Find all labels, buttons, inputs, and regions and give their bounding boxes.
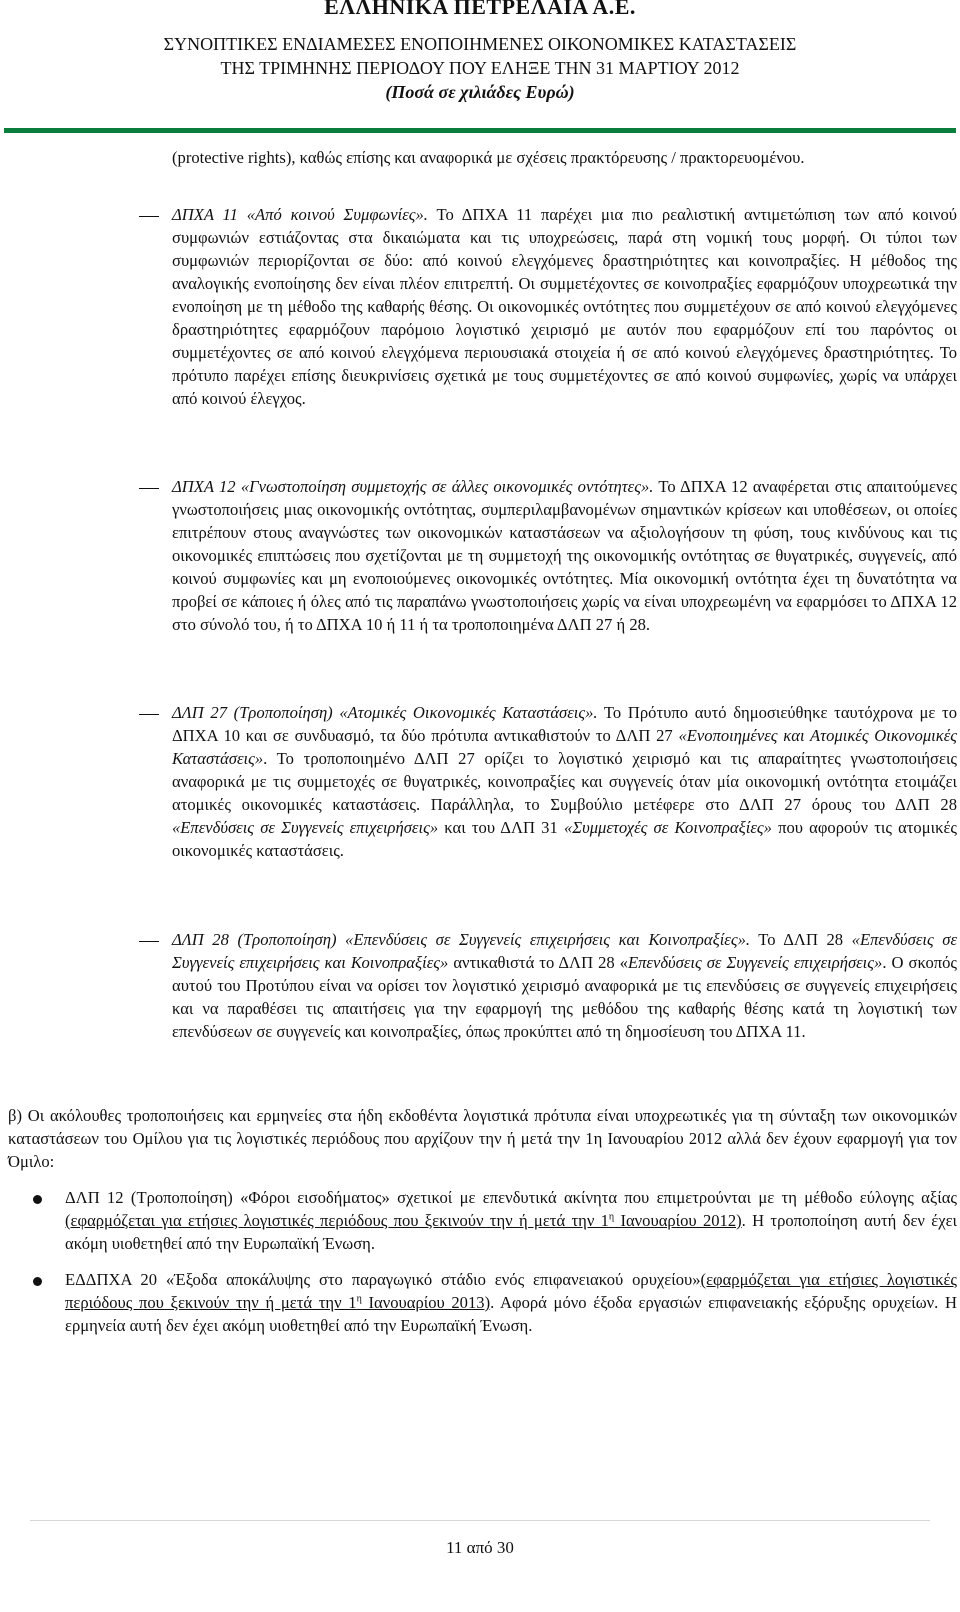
effective-date-ifric20: (εφαρμόζεται για ετήσιες λογιστικές περιόδους που ξεκινούν την ή μετά την $1^\eta$ Ιανουαρίου 2013) — [65, 1270, 957, 1312]
effective-date-ias12: (εφαρμόζεται για ετήσιες λογιστικές περιόδους που ξεκινούν την ή μετά την $1^\eta$ Ιανουαρίου 2012) — [65, 1211, 742, 1230]
statement-period: ΤΗΣ ΤΡΙΜΗΝΗΣ ΠΕΡΙΟΔΟΥ ΠΟΥ ΕΛΗΞΕ ΤΗΝ 31 ΜΑΡΤΙΟΥ 2012 — [220, 58, 740, 78]
continuation-paragraph: (protective rights), καθώς επίσης και αναφορικά με σχέσεις πρακτόρευσης / πρακτορευομένου. — [172, 148, 805, 167]
statement-title: ΣΥΝΟΠΤΙΚΕΣ ΕΝΔΙΑΜΕΣΕΣ ΕΝΟΠΟΙΗΜΕΝΕΣ ΟΙΚΟΝΟΜΙΚΕΣ ΚΑΤΑΣΤΑΣΕΙΣ — [163, 34, 797, 54]
bullet-marker — [33, 1277, 42, 1286]
dash-marker — [139, 488, 159, 489]
ias27-title: ΔΛΠ 27 (Τροποποίηση) «Ατομικές Οικονομικές Καταστάσεις». — [172, 703, 598, 722]
list-item-ifrs12: ΔΠΧΑ 12 «Γνωστοποίηση συμμετοχής σε άλλες οικονομικές οντότητες». Το ΔΠΧΑ 12 αναφέρεται στις απαιτούμενες γνωστοποιήσεις μιας οικονομικής οντότητας, συμπεριλαμβανομένων σημαντικών κρίσεων και υποθέσεων, οι οποίες επιτρέπουν στους αναγνώστες των οικονομικών καταστάσεων να αξιολογήσουν τη φύση, τους κινδύνους και τις οικονομικές επιπτώσεις που σχετίζονται με τη συμμετοχή της οικονομικής οντότητας σε θυγατρικές, συγγενείς, από κοινού συμφωνίες και μη ενοποιούμενες οικονομικές οντότητες. Μία οικονομική οντότητα έχει τη δυνατότητα να προβεί σε κάποιες ή όλες από τις παραπάνω γνωστοποιήσεις χωρίς να είναι υποχρεωμένη να εφαρμόσει το ΔΠΧΑ 12 στο σύνολό του, ή το ΔΠΧΑ 10 ή 11 ή τα τροποποιημένα ΔΛΠ 27 ή 28. — [172, 477, 957, 634]
ifrs12-title: ΔΠΧΑ 12 «Γνωστοποίηση συμμετοχής σε άλλες οικονομικές οντότητες». — [172, 477, 654, 496]
ifrs11-title: ΔΠΧΑ 11 «Από κοινού Συμφωνίες». — [172, 205, 428, 224]
header-rule — [4, 128, 956, 133]
bullet-item-ifric20: ΕΔΔΠΧΑ 20 «Έξοδα αποκάλυψης στο παραγωγικό στάδιο ενός επιφανειακού ορυχείου»(εφαρμόζεται για ετήσιες λογιστικές περιόδους που ξεκινούν την ή μετά την $1^\eta$ Ιανουαρίου 2013). Αφορά μόνο έξοδα εργασιών επιφανειακής εξόρυξης ορυχείων. Η ερμηνεία αυτή δεν έχει ακόμη υιοθετηθεί από την Ευρωπαϊκή Ένωση. — [65, 1270, 957, 1335]
section-b-intro: β) Οι ακόλουθες τροποποιήσεις και ερμηνείες στα ήδη εκδοθέντα λογιστικά πρότυπα είναι υποχρεωτικές για τη σύνταξη των οικονομικών καταστάσεων του Ομίλου για τις λογιστικές περιόδους που αρχίζουν την ή μετά την 1η Ιανουαρίου 2012 αλλά δεν έχουν εφαρμογή για τον Όμιλο: — [8, 1106, 957, 1171]
currency-units: (Ποσά σε χιλιάδες Ευρώ) — [385, 82, 575, 102]
list-item-ias27: ΔΛΠ 27 (Τροποποίηση) «Ατομικές Οικονομικές Καταστάσεις». Το Πρότυπο αυτό δημοσιεύθηκε ταυτόχρονα με το ΔΠΧΑ 10 και σε συνδυασμό, τα δύο πρότυπα αντικαθιστούν το ΔΛΠ 27 «Ενοποιημένες και Ατομικές Οικονομικές Καταστάσεις». Το τροποποιημένο ΔΛΠ 27 ορίζει το λογιστικό χειρισμό και τις απαραίτητες γνωστοποιήσεις αναφορικά με τις συμμετοχές σε θυγατρικές, κοινοπραξίες και συγγενείς όταν μία οικονομική οντότητα ετοιμάζει ατομικές οικονομικές καταστάσεις. Παράλληλα, το Συμβούλιο μετέφερε στο ΔΛΠ 27 όρους του ΔΛΠ 28 «Επενδύσεις σε Συγγενείς επιχειρήσεις» και του ΔΛΠ 31 «Συμμετοχές σε Κοινοπραξίες» που αφορούν τις ατομικές οικονομικές καταστάσεις. — [172, 703, 958, 860]
page-number: 11 από 30 — [446, 1538, 514, 1557]
dash-marker — [139, 216, 159, 217]
list-item-ias28: ΔΛΠ 28 (Τροποποίηση) «Επενδύσεις σε Συγγενείς επιχειρήσεις και Κοινοπραξίες». Το ΔΛΠ 28 «Επενδύσεις σε Συγγενείς επιχειρήσεις και Κοινοπραξίες» αντικαθιστά το ΔΛΠ 28 «Επενδύσεις σε Συγγενείς επιχειρήσεις». Ο σκοπός αυτού του Προτύπου είναι να ορίσει τον λογιστικό χειρισμό αναφορικά με τις επενδύσεις σε συγγενείς επιχειρήσεις και να παραθέσει τις απαιτήσεις για την εφαρμογή της μεθόδου της καθαρής θέσης κατά τη λογιστική των επενδύσεων σε συγγενείς και κοινοπραξίες, όπως προκύπτει από τη δημοσίευση του ΔΠΧΑ 11. — [172, 930, 957, 1041]
page-header — [0, 0, 960, 104]
dash-marker — [139, 714, 159, 715]
list-item-ifrs11: ΔΠΧΑ 11 «Από κοινού Συμφωνίες». Το ΔΠΧΑ 11 παρέχει μια πιο ρεαλιστική αντιμετώπιση των από κοινού συμφωνιών εστιάζοντας στα δικαιώματα και τις υποχρεώσεις, παρά στη νομική τους μορφή. Οι τύποι των συμφωνιών περιορίζονται σε δύο: από κοινού ελεγχόμενες δραστηριότητες και κοινοπραξίες. Η μέθοδος της αναλογικής ενοποίησης δεν είναι πλέον επιτρεπτή. Οι συμμετέχοντες σε κοινοπραξίες εφαρμόζουν υποχρεωτικά την ενοποίηση με τη μέθοδο της καθαρής θέσης. Οι οικονομικές οντότητες που συμμετέχουν σε από κοινού ελεγχόμενες δραστηριότητες εφαρμόζουν παρόμοιο λογιστικό χειρισμό με αυτόν που εφαρμόζουν επί του παρόντος οι συμμετέχοντες σε από κοινού ελεγχόμενα περιουσιακά στοιχεία ή σε από κοινού ελεγχόμενες δραστηριότητες. Το πρότυπο παρέχει επίσης διευκρινίσεις σχετικά με τους συμμετέχοντες σε από κοινού συμφωνίες, χωρίς να υπάρχει από κοινού έλεγχος. — [172, 205, 957, 408]
bullet-marker — [33, 1195, 42, 1204]
company-name: ΕΛΛΗΝΙΚΑ ΠΕΤΡΕΛΑΙΑ Α.Ε. — [324, 0, 636, 19]
dash-marker — [139, 941, 159, 942]
bullet-item-ias12: ΔΛΠ 12 (Τροποποίηση) «Φόροι εισοδήματος» σχετικοί με επενδυτικά ακίνητα που επιμετρούνται με τη μέθοδο εύλογης αξίας (εφαρμόζεται για ετήσιες λογιστικές περιόδους που ξεκινούν την ή μετά την $1^\eta$ Ιανουαρίου 2012). Η τροποποίηση αυτή δεν έχει ακόμη υιοθετηθεί από την Ευρωπαϊκή Ένωση. — [65, 1188, 957, 1253]
footer-rule — [30, 1520, 930, 1521]
ias28-title: ΔΛΠ 28 (Τροποποίηση) «Επενδύσεις σε Συγγενείς επιχειρήσεις και Κοινοπραξίες». — [172, 930, 751, 949]
